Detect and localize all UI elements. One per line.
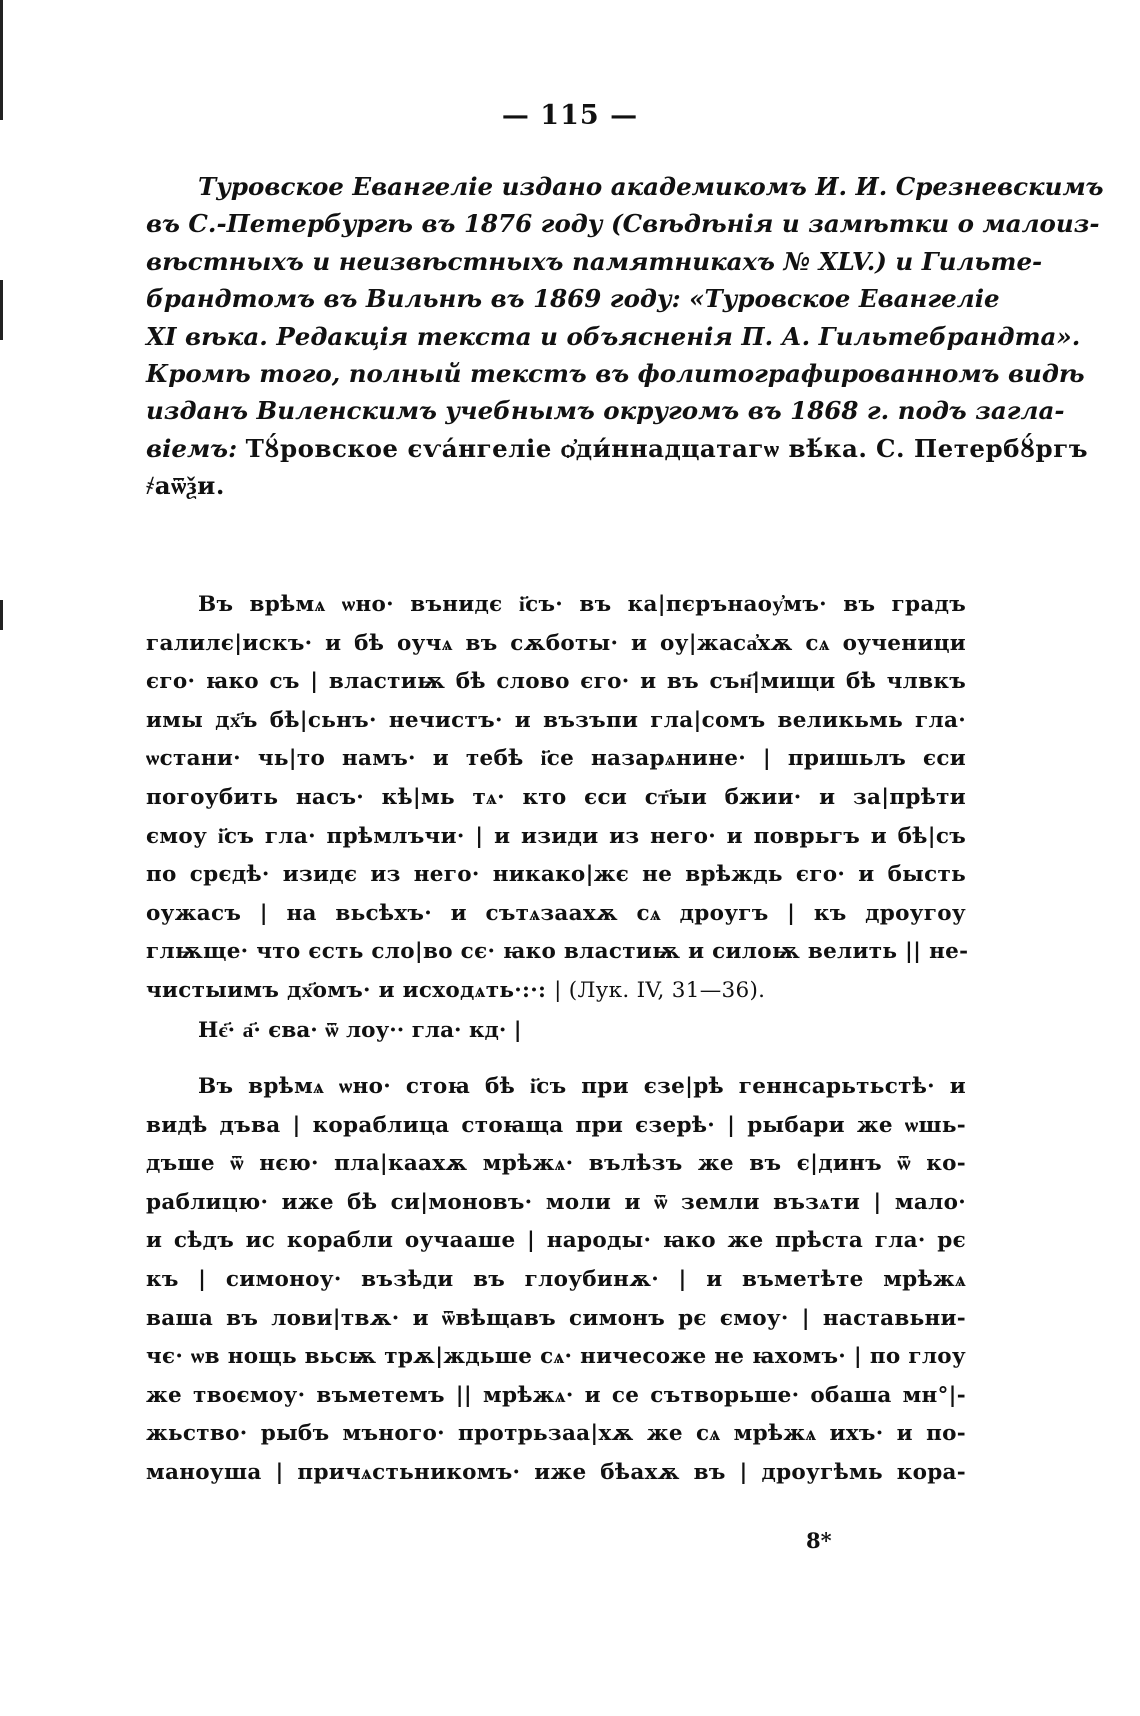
reading-line: видѣ дъва | кораблица стоꙗща при єзерѣ· | рыбари же ѡшь- — [146, 1112, 966, 1138]
reading-line: ваша въ лови|твѫ· и ѿвѣщавъ симонъ рє ємоу· | наставьни- — [146, 1305, 966, 1331]
intro-line: брандтомъ въ Вильнѣ въ 1869 году: «Туровское Евангеліе — [146, 284, 1000, 314]
slavonic-year: ҂аѿѯи. — [146, 471, 225, 501]
intro-paragraph — [146, 168, 1104, 505]
reading-line: ѡстани· чь|то намъ· и тебѣ і҃се назарѧнине· | пришьлъ єси — [146, 746, 966, 772]
reading-line: єго· ꙗко съ | властиѭ бѣ слово єго· и въ сън҃|мищи бѣ члвкъ — [146, 669, 966, 695]
scan-edge-line — [0, 600, 3, 630]
gospel-reading-two — [146, 1068, 966, 1493]
reading-line: и сѣдъ ис корабли оучааше | народы· ꙗко же прѣста гла· рє — [146, 1228, 966, 1254]
gospel-reading-one — [146, 586, 969, 1011]
reading-line: ємоу і҃съ гла· прѣмлъчи· | и изиди из него· и поврьгъ и бѣ|съ — [146, 823, 966, 849]
lectionary-rubric: Нє҃· а҃· єва· ѿ лоу·· гла· кд· | — [198, 1018, 522, 1043]
intro-line: вѣстныхъ и неизвѣстныхъ памятникахъ № XLV.) и Гильте- — [146, 246, 1043, 276]
intro-line: віемъ: — [146, 433, 238, 463]
reading-line: по срєдѣ· изидє из него· никако|жє не врѣждь єго· и бысть — [146, 862, 966, 888]
intro-line: XI вѣка. Редакція текста и объясненія П. А. Гильтебрандта». — [146, 321, 1081, 351]
reading-line: погоубить насъ· кѣ|мь тѧ· кто єси ст҃ыи бжии· и за|прѣти — [146, 784, 966, 810]
scripture-reference: | (Лук. IV, 31—36). — [554, 977, 766, 1003]
intro-line: Кромѣ того, полный текстъ въ фолитографированномъ видѣ — [146, 359, 1085, 389]
intro-line: Туровское Евангеліе издано академикомъ И. И. Срезневскимъ — [198, 172, 1104, 201]
intro-line: въ С.-Петербургѣ въ 1876 году (Свѣдѣнія и замѣтки о малоиз- — [146, 209, 1100, 239]
reading-line: къ | симоноу· възѣди въ глоубинѫ· | и въметѣте мрѣжѧ — [146, 1266, 966, 1292]
reading-line: галилє|искъ· и бѣ оучѧ въ сѫботы· и оу|жаса҆хѫ сѧ оученици — [146, 630, 966, 656]
slavonic-title-place: С. Петербȣ́ргъ — [875, 433, 1088, 463]
reading-line: же твоємоу· въметемъ || мрѣжѧ· и се сътворьше· обаша мн°|- — [146, 1382, 966, 1408]
intro-line-with-title — [146, 430, 1088, 467]
page-number: — 115 — — [501, 100, 639, 131]
intro-line: изданъ Виленскимъ учебнымъ округомъ въ 1868 г. подъ загла- — [146, 396, 1065, 426]
reading-line: маноуша | причѧстьникомъ· иже бѣахѫ въ | дроугѣмь кора- — [146, 1459, 966, 1485]
printer-signature-mark: 8* — [806, 1528, 832, 1553]
reading-line: жьство· рыбъ мъного· протрьзаа|хѫ же сѧ мрѣжѧ ихъ· и по- — [146, 1421, 966, 1447]
scan-edge-line — [0, 280, 3, 340]
slavonic-title: Тȣ́ровское єѵа́нгеліе ѻ҆ди́ннадцатагѡ вѣ́ка. — [245, 433, 868, 463]
reading-line: имы дх҃ъ бѣ|сьнъ· нечистъ· и възъпи гла|сомъ великьмь гла· — [146, 707, 966, 733]
reading-last-line — [146, 972, 966, 1011]
reading-line: чистыимъ дх҃омъ· и исходѧть·:·: — [146, 977, 547, 1003]
reading-line: чє· ѡв нощь вьсѭ трѫ|ждьше сѧ· ничесоже не ꙗхомъ· | по глоу — [146, 1344, 966, 1370]
reading-line: дъше ѿ нєю· пла|каахѫ мрѣжѧ· вълѣзъ же въ є|динъ ѿ ко- — [146, 1151, 966, 1177]
reading-line: Въ врѣмѧ ѡно· стоꙗ бѣ і҃съ при єзе|рѣ геннсарьтьстѣ· и — [198, 1074, 966, 1099]
reading-line: Въ врѣмѧ ѡно· вънидє і҃съ· въ ка|пєрънаоу҆мъ· въ градъ — [198, 592, 966, 617]
reading-line: раблицю· иже бѣ си|моновъ· моли и ѿ земли възѧти | мало· — [146, 1189, 966, 1215]
reading-line: глѭще· что єсть сло|во сє· ꙗко властиѭ и силоѭ велить || не- — [146, 939, 969, 965]
reading-line: оужасъ | на вьсѣхъ· и сътѧзаахѫ сѧ дроугъ | къ дроугоу — [146, 900, 966, 926]
